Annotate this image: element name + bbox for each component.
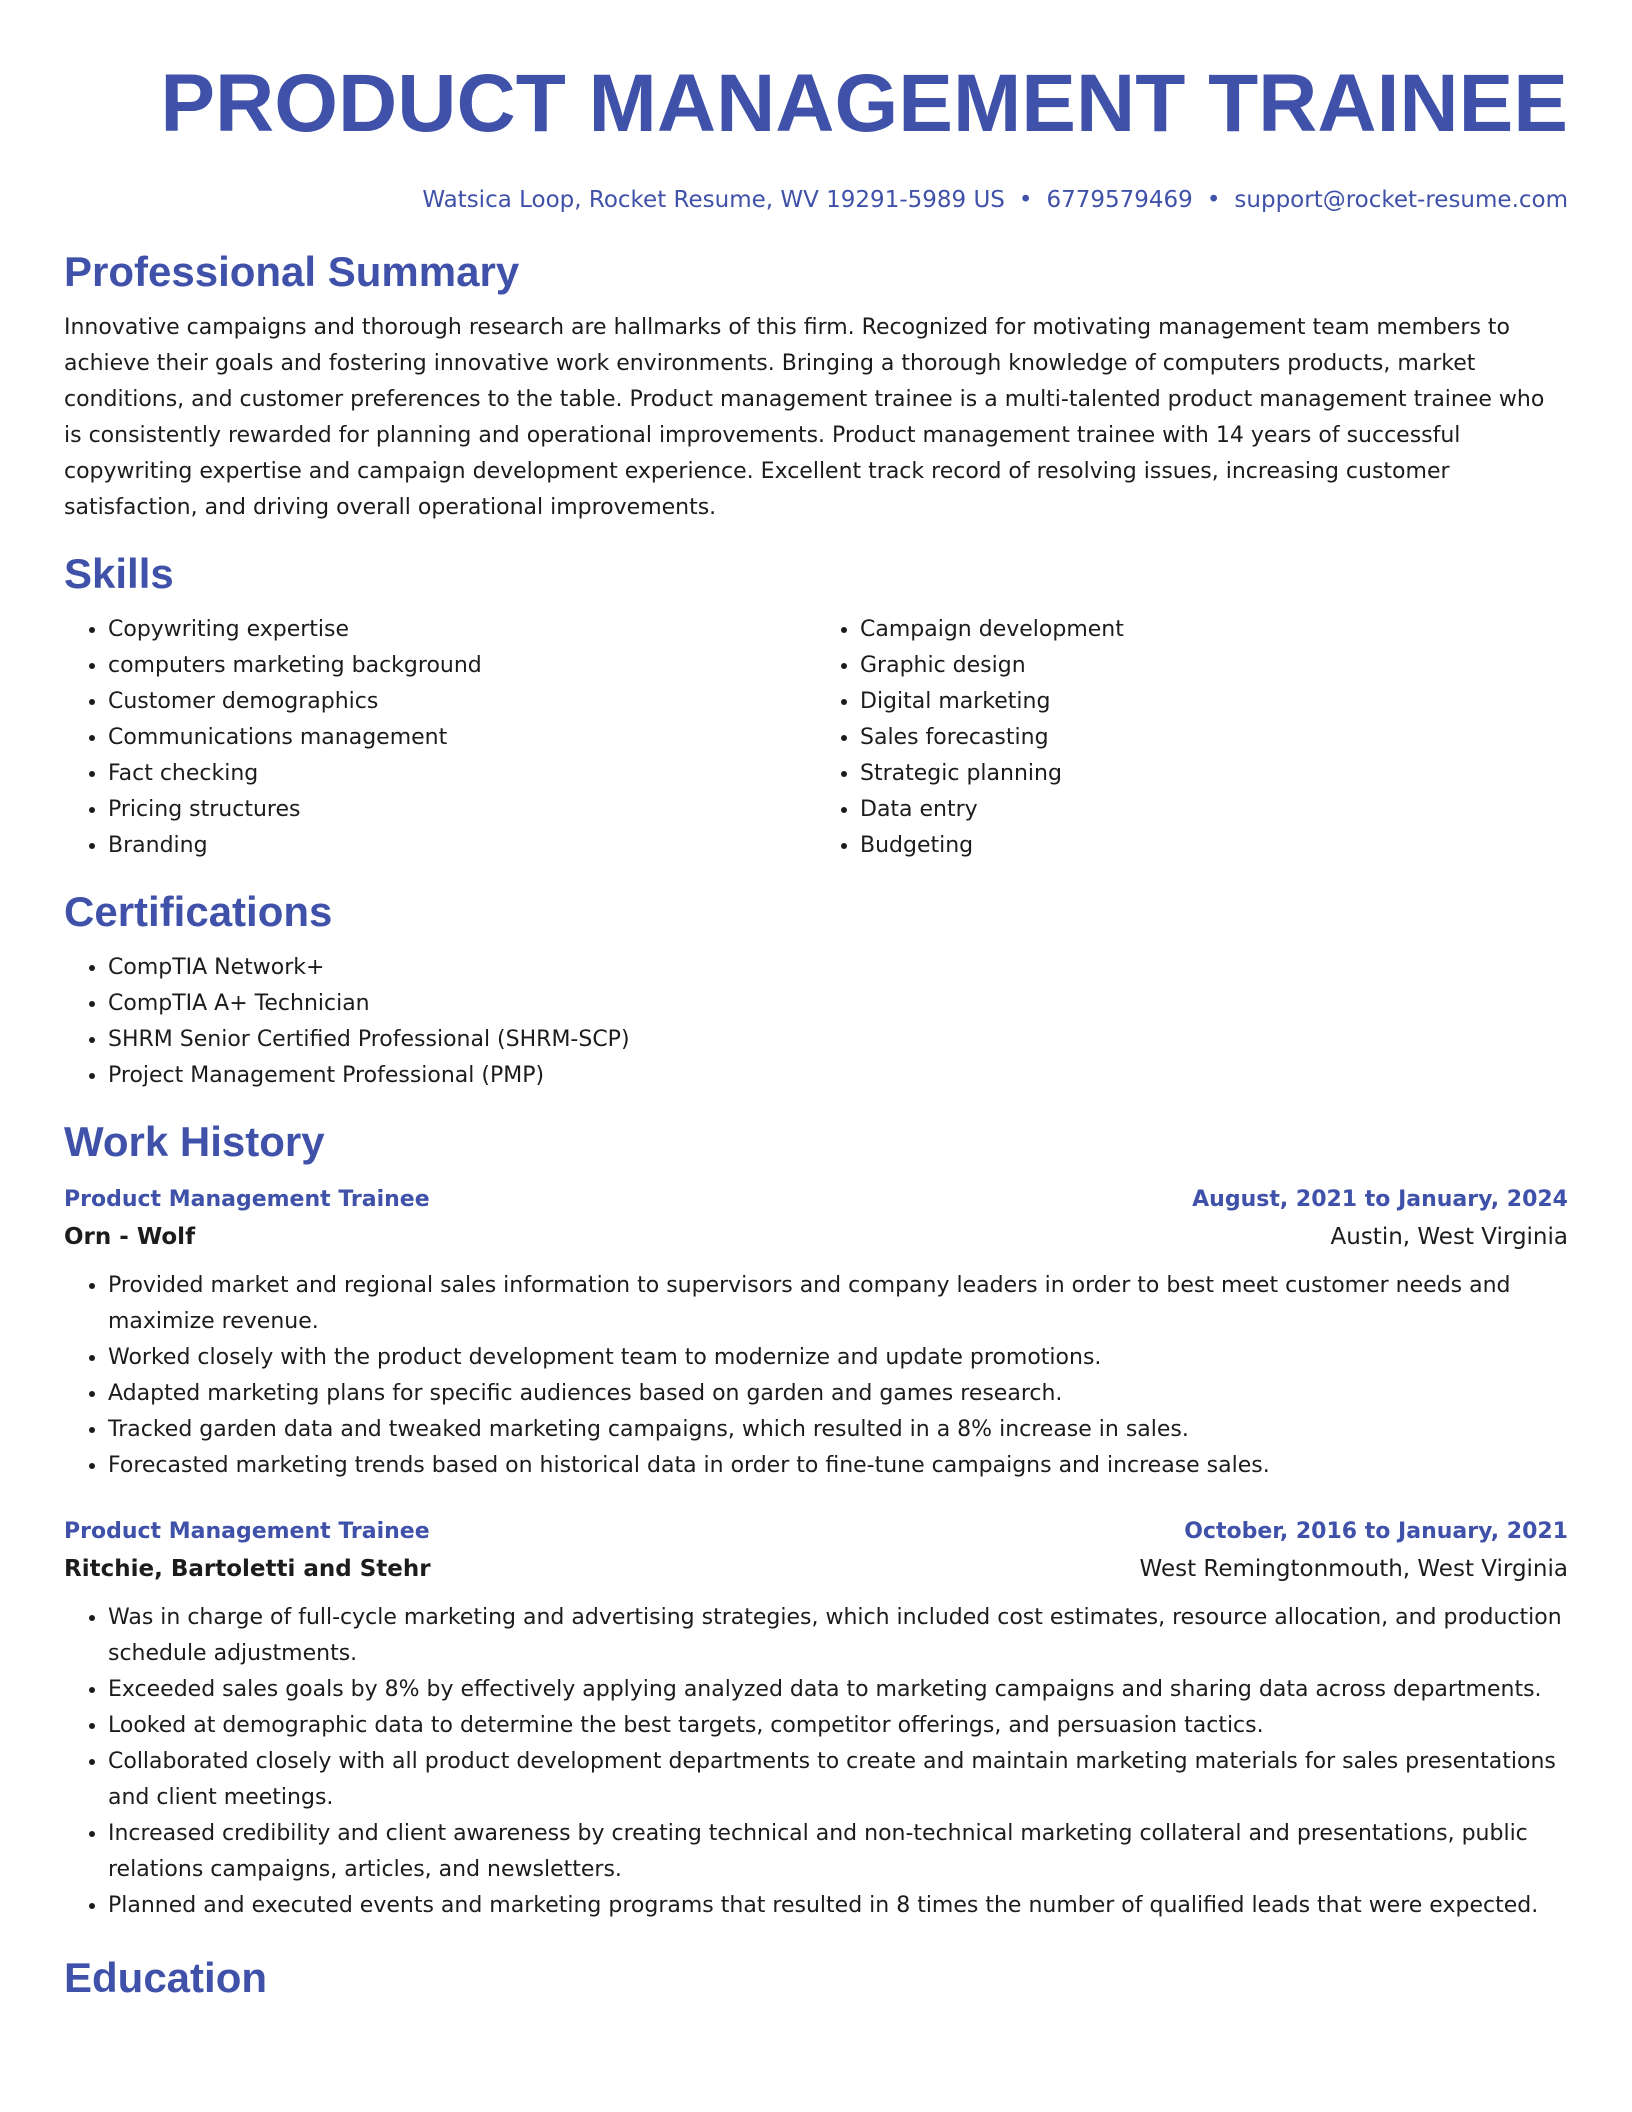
education-heading: Education [64, 1954, 268, 2001]
job-role: Product Management Trainee [64, 1519, 430, 1544]
skill-item: • Communications management [108, 720, 816, 756]
skill-item: • Budgeting [860, 828, 1568, 864]
job-bullet: • Looked at demographic data to determine the best targets, competitor offerings, and persuasion tactics. [108, 1708, 1568, 1744]
job-dates: August, 2021 to January, 2024 [1192, 1187, 1568, 1212]
skill-item: • computers marketing background [108, 648, 816, 684]
job-location: West Remingtonmouth, West Virginia [1139, 1556, 1568, 1582]
skill-item: • Campaign development [860, 612, 1568, 648]
job-bullets [64, 1268, 1568, 1484]
job-bullet: • Collaborated closely with all product development departments to create and maintain marketing materials for sales presentations and client meetings. [108, 1744, 1568, 1816]
job-subheader [64, 1218, 1568, 1256]
job-bullet: • Exceeded sales goals by 8% by effectively applying analyzed data to marketing campaigns and sharing data across departments. [108, 1672, 1568, 1708]
skill-item: • Pricing structures [108, 792, 816, 828]
skills-column-right [816, 612, 1568, 864]
job-header [64, 1182, 1568, 1218]
skill-item: • Fact checking [108, 756, 816, 792]
contact-line [64, 184, 1568, 216]
job-dates: October, 2016 to January, 2021 [1184, 1519, 1568, 1544]
job-header [64, 1514, 1568, 1550]
contact-address: Watsica Loop, Rocket Resume, WV 19291-5989 US [422, 187, 1005, 213]
certification-item: • Project Management Professional (PMP) [108, 1058, 1568, 1094]
job-entry [64, 1514, 1568, 1924]
job-company: Orn - Wolf [64, 1224, 196, 1250]
job-bullet: • Provided market and regional sales information to supervisors and company leaders in order to best meet customer needs and maximize revenue. [108, 1268, 1568, 1340]
job-company: Ritchie, Bartoletti and Stehr [64, 1556, 431, 1582]
skill-item: • Customer demographics [108, 684, 816, 720]
job-bullet: • Worked closely with the product development team to modernize and update promotions. [108, 1340, 1568, 1376]
certifications-list [64, 950, 1568, 1094]
work-history-heading: Work History [64, 1118, 325, 1165]
skills-list [64, 612, 1568, 864]
contact-separator: • [1018, 187, 1033, 213]
job-bullet: • Increased credibility and client awareness by creating technical and non-technical marketing collateral and presentations, public relations campaigns, articles, and newsletters. [108, 1816, 1568, 1888]
job-location: Austin, West Virginia [1330, 1224, 1568, 1250]
skills-heading: Skills [64, 550, 174, 597]
contact-phone[interactable]: 6779579469 [1046, 187, 1193, 213]
job-bullet: • Was in charge of full-cycle marketing and advertising strategies, which included cost estimates, resource allocation, and production schedule adjustments. [108, 1600, 1568, 1672]
skill-item: • Graphic design [860, 648, 1568, 684]
contact-separator: • [1206, 187, 1221, 213]
skill-item: • Data entry [860, 792, 1568, 828]
skill-item: • Branding [108, 828, 816, 864]
skill-item: • Sales forecasting [860, 720, 1568, 756]
job-bullet: • Forecasted marketing trends based on historical data in order to fine-tune campaigns and increase sales. [108, 1448, 1568, 1484]
certification-item: • SHRM Senior Certified Professional (SHRM-SCP) [108, 1022, 1568, 1058]
job-role: Product Management Trainee [64, 1187, 430, 1212]
job-bullet: • Tracked garden data and tweaked marketing campaigns, which resulted in a 8% increase in sales. [108, 1412, 1568, 1448]
job-entry [64, 1182, 1568, 1484]
summary-text: Innovative campaigns and thorough research are hallmarks of this firm. Recognized for motivating management team members to achieve their goals and fostering innovative work environments. Bringing a thorough knowledge of computers products, market conditions, and customer preferences to the table. Product management trainee is a multi-talented product management trainee who is consistently rewarded for planning and operational improvements. Product management trainee with 14 years of successful copywriting expertise and campaign development experience. Excellent track record of resolving issues, increasing customer satisfaction, and driving overall operational improvements. [64, 315, 1545, 520]
certification-item: • CompTIA Network+ [108, 950, 1568, 986]
resume-title: PRODUCT MANAGEMENT TRAINEE [160, 58, 1568, 149]
job-bullet: • Planned and executed events and marketing programs that resulted in 8 times the number of qualified leads that were expected. [108, 1888, 1568, 1924]
certification-item: • CompTIA A+ Technician [108, 986, 1568, 1022]
contact-email[interactable]: support@rocket-resume.com [1234, 187, 1568, 213]
job-bullets [64, 1600, 1568, 1924]
skill-item: • Strategic planning [860, 756, 1568, 792]
skill-item: • Digital marketing [860, 684, 1568, 720]
job-bullet: • Adapted marketing plans for specific audiences based on garden and games research. [108, 1376, 1568, 1412]
skill-item: • Copywriting expertise [108, 612, 816, 648]
certifications-heading: Certifications [64, 888, 333, 935]
summary-heading: Professional Summary [64, 248, 520, 295]
job-subheader [64, 1550, 1568, 1588]
skills-column-left [64, 612, 816, 864]
